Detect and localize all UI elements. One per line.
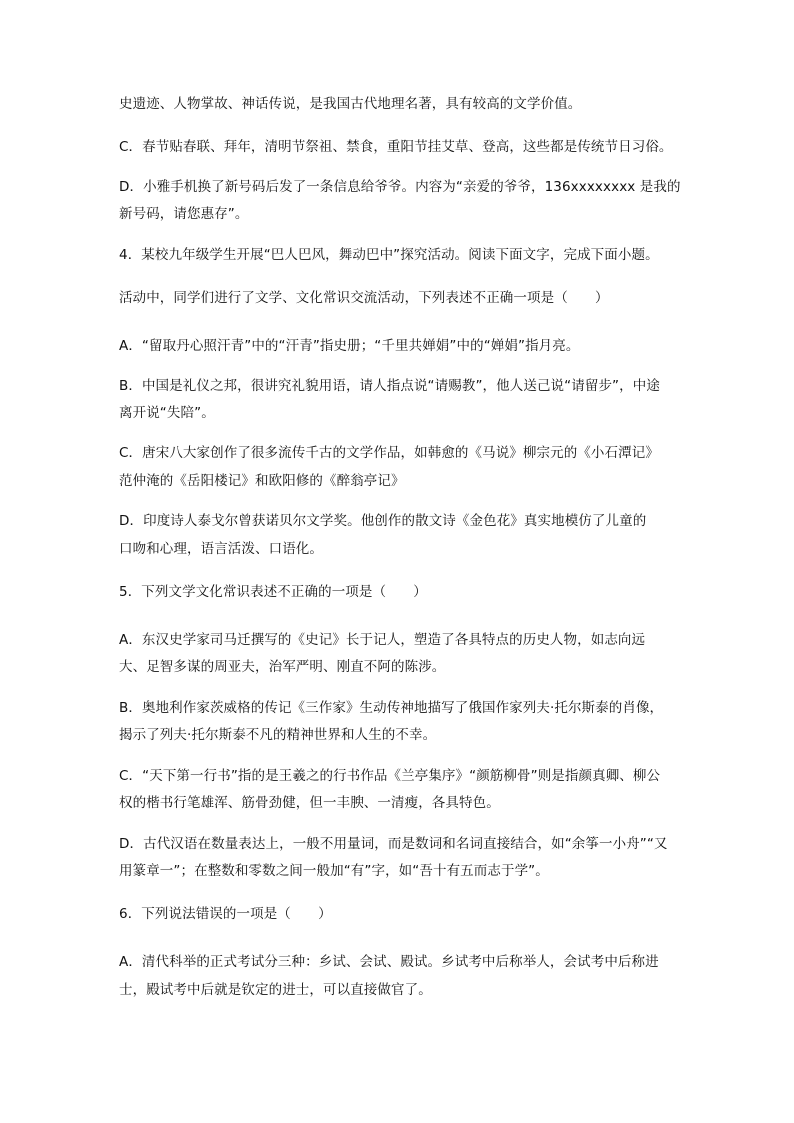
option-d-line: D．小雅手机换了新号码后发了一条信息给爷爷。内容为“亲爱的爷爷，136xxxxxxxx 是我的 [119, 179, 681, 195]
option-c-line: C．唐宋八大家创作了很多流传千古的文学作品，如韩愈的《马说》柳宗元的《小石潭记》 [119, 445, 659, 461]
text-line: 新号码，请您惠存”。 [119, 206, 249, 222]
option-a-line: A．“留取丹心照汗青”中的“汗青”指史册；“千里共婵娟”中的“婵娟”指月亮。 [119, 338, 580, 354]
text-line: 口吻和心理，语言活泼、口语化。 [119, 541, 323, 557]
question-prompt: 活动中，同学们进行了文学、文化常识交流活动，下列表述不正确一项是（ ） [119, 290, 609, 306]
option-d-line: D．古代汉语在数量表达上，一般不用量词，而是数词和名词直接结合，如“余筝一小舟”“又 [119, 836, 668, 852]
text-line: 权的楷书行笔雄浑、筋骨劲健，但一丰腴、一清瘦，各具特色。 [119, 795, 500, 811]
text-line: 范仲淹的《岳阳楼记》和欧阳修的《醉翁亭记》 [119, 473, 405, 489]
text-line: 离开说“失陪”。 [119, 405, 215, 421]
option-b-line: B．奥地利作家茨威格的传记《三作家》生动传神地描写了俄国作家列夫·托尔斯泰的肖像， [119, 700, 664, 716]
text-line: 士，殿试考中后就是钦定的进士，可以直接做官了。 [119, 982, 432, 998]
option-c-line: C．“天下第一行书”指的是王羲之的行书作品《兰亭集序》“颜筋柳骨”则是指颜真卿、柳公 [119, 768, 661, 784]
option-d-line: D．印度诗人泰戈尔曾获诺贝尔文学奖。他创作的散文诗《金色花》真实地模仿了儿童的 [119, 513, 647, 529]
text-line: 大、足智多谋的周亚夫，治军严明、刚直不阿的陈涉。 [119, 659, 446, 675]
option-c-line: C．春节贴春联、拜年，清明节祭祖、禁食，重阳节挂艾草、登高，这些都是传统节日习俗。 [119, 139, 673, 155]
text-line: 用篆章一”；在整数和零数之间一般加“有”字，如“吾十有五而志于学”。 [119, 863, 549, 879]
question-6-heading: 6．下列说法错误的一项是（ ） [119, 906, 332, 922]
question-4-heading: 4．某校九年级学生开展“巴人巴风，舞动巴中”探究活动。阅读下面文字，完成下面小题。 [119, 247, 659, 263]
option-a-line: A．东汉史学家司马迁撰写的《史记》长于记人，塑造了各具特点的历史人物，如志向远 [119, 632, 646, 648]
text-line: 史遗迹、人物掌故、神话传说，是我国古代地理名著，具有较高的文学价值。 [119, 96, 582, 112]
question-5-heading: 5．下列文学文化常识表述不正确的一项是（ ） [119, 584, 427, 600]
option-b-line: B．中国是礼仪之邦，很讲究礼貌用语，请人指点说“请赐教”，他人送己说“请留步”，中途 [119, 378, 660, 394]
option-a-line: A．清代科举的正式考试分三种：乡试、会试、殿试。乡试考中后称举人，会试考中后称进 [119, 954, 659, 970]
text-line: 揭示了列夫·托尔斯泰不凡的精神世界和人生的不幸。 [119, 727, 437, 743]
